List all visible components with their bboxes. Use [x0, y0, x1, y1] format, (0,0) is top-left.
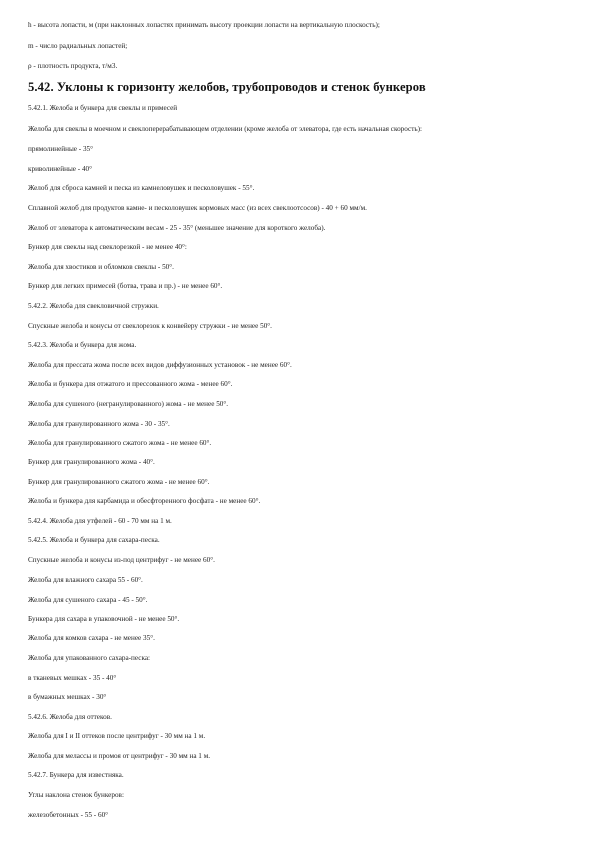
- body-line: Желоба для мелассы и промоя от центрифуг - 30 мм на 1 м.: [28, 752, 211, 760]
- intro-line-m: m - число радиальных лопастей;: [28, 42, 128, 50]
- body-line: Желоба для сушеного сахара - 45 - 50°.: [28, 596, 148, 604]
- body-line: Бункер для гранулированного жома - 40°.: [28, 458, 155, 466]
- body-line: 5.42.1. Желоба и бункера для свеклы и примесей: [28, 104, 178, 112]
- body-line: 5.42.4. Желоба для утфелей - 60 - 70 мм на 1 м.: [28, 517, 172, 525]
- body-line: Желоба для упакованного сахара-песка:: [28, 654, 151, 662]
- body-line: Желоба для I и II оттеков после центрифуг - 30 мм на 1 м.: [28, 732, 206, 740]
- body-line: Сплавной желоб для продуктов камне- и песколовушек кормовых масс (из всех свеклоотсосов) - 40 + 60 мм/м.: [28, 204, 367, 212]
- body-line: Бункер для свеклы над свеклорезкой - не менее 40°:: [28, 243, 187, 251]
- body-line: Желоба и бункера для карбамида и обесфторенного фосфата - не менее 60°.: [28, 497, 261, 505]
- body-line: 5.42.6. Желоба для оттеков.: [28, 713, 112, 721]
- body-line: Желоба для гранулированного жома - 30 - 35°.: [28, 420, 170, 428]
- body-line: Желоба для прессата жома после всех видов диффузионных установок - не менее 60°.: [28, 361, 292, 369]
- body-line: Спускные желоба и конусы от свеклорезок к конвейеру стружки - не менее 50°.: [28, 322, 272, 330]
- body-line: прямолинейные - 35°: [28, 145, 94, 153]
- body-line: Желоба для сушеного (негранулированного) жома - не менее 50°.: [28, 400, 229, 408]
- body-line: Желоба и бункера для отжатого и прессованного жома - менее 60°.: [28, 380, 233, 388]
- body-line: Желоба для комков сахара - не менее 35°.: [28, 634, 155, 642]
- body-line: Желоба для гранулированного сжатого жома - не менее 60°.: [28, 439, 212, 447]
- body-line: железобетонных - 55 - 60°: [28, 811, 109, 819]
- body-line: Желоба для влажного сахара 55 - 60°.: [28, 576, 143, 584]
- body-line: Желоба для свеклы в моечном и свеклоперерабатывающем отделении (кроме желоба от элеватора, где есть начальная скорость):: [28, 125, 423, 133]
- body-line: Бункер для гранулированного сжатого жома - не менее 60°.: [28, 478, 210, 486]
- body-line: Бункер для легких примесей (ботва, трава и пр.) - не менее 60°.: [28, 282, 223, 290]
- body-line: криволинейные - 40°: [28, 165, 93, 173]
- body-line: Спускные желоба и конусы из-под центрифуг - не менее 60°.: [28, 556, 215, 564]
- body-line: 5.42.2. Желоба для свекловичной стружки.: [28, 302, 159, 310]
- body-line: Желоб для сброса камней и песка из камнеловушек и песколовушек - 55°.: [28, 184, 255, 192]
- body-line: 5.42.7. Бункера для известняка.: [28, 771, 124, 779]
- section-heading: 5.42. Уклоны к горизонту желобов, трубопроводов и стенок бункеров: [28, 80, 426, 94]
- body-line: Желоба для хвостиков и обломков свеклы - 50°.: [28, 263, 174, 271]
- body-line: 5.42.5. Желоба и бункера для сахара-песка.: [28, 536, 160, 544]
- body-line: 5.42.3. Желоба и бункера для жома.: [28, 341, 137, 349]
- body-line: в тканевых мешках - 35 - 40°: [28, 674, 117, 682]
- body-line: Бункера для сахара в упаковочной - не менее 50°.: [28, 615, 180, 623]
- body-line: Углы наклона стенок бункеров:: [28, 791, 124, 799]
- body-line: в бумажных мешках - 30°: [28, 693, 107, 701]
- intro-line-h: h - высота лопасти, м (при наклонных лопастях принимать высоту проекции лопасти на вертикальную плоскость);: [28, 21, 380, 29]
- body-line: Желоб от элеватора к автоматическим весам - 25 - 35° (меньшее значение для короткого желоба).: [28, 224, 326, 232]
- intro-line-rho: ρ - плотность продукта, т/м3.: [28, 62, 118, 70]
